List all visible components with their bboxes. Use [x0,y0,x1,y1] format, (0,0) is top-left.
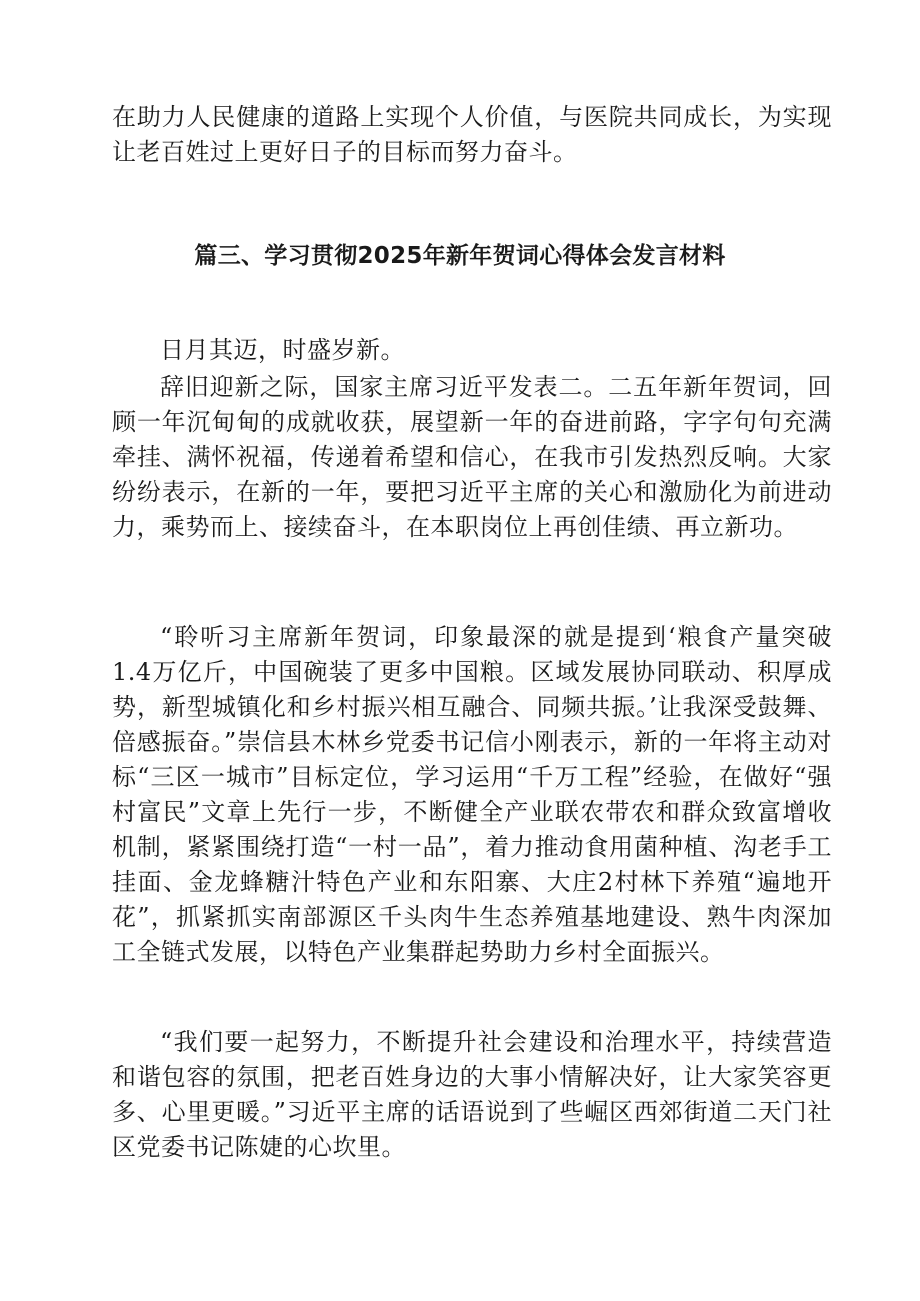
continuation-paragraph: 在助力人民健康的道路上实现个人价值，与医院共同成长，为实现让老百姓过上更好日子的目标而努力奋斗。 [112,103,832,166]
paragraph-opening: 日月其迈，时盛岁新。 [160,336,405,364]
paragraph-township-secretary: “聆听习主席新年贺词，印象最深的就是提到‘粮食产量突破1.4万亿斤，中国碗装了更多中国粮。区域发展协同联动、积厚成势，新型城镇化和乡村振兴相互融合、同频共振。’让我深受鼓舞、倍感振奋。”崇信县木林乡党委书记信小刚表示，新的一年将主动对标“三区一城市”目标定位，学习运用“千万工程”经验，在做好“强村富民”文章上先行一步，不断健全产业联农带农和群众致富增收机制，紧紧围绕打造“一村一品”，着力推动食用菌种植、沟老手工挂面、金龙蜂糖汁特色产业和东阳寨、大庄2村林下养殖“遍地开花”，抓紧抓实南部源区千头肉牛生态养殖基地建设、熟牛肉深加工全链式发展，以特色产业集群起势助力乡村全面振兴。 [112,623,832,966]
paragraph-new-year-address: 辞旧迎新之际，国家主席习近平发表二。二五年新年贺词，回顾一年沉甸甸的成就收获，展望新一年的奋进前路，字字句句充满牵挂、满怀祝福，传递着希望和信心，在我市引发热烈反响。大家纷纷表示，在新的一年，要把习近平主席的关心和激励化为前进动力，乘势而上、接续奋斗，在本职岗位上再创佳绩、再立新功。 [112,373,832,541]
section-heading: 篇三、学习贯彻2025年新年贺词心得体会发言材料 [194,243,726,269]
paragraph-community-secretary: “我们要一起努力，不断提升社会建设和治理水平，持续营造和谐包容的氛围，把老百姓身边的大事小情解决好，让大家笑容更多、心里更暖。”习近平主席的话语说到了些崛区西郊街道二天门社区党委书记陈婕的心坎里。 [112,1028,832,1161]
